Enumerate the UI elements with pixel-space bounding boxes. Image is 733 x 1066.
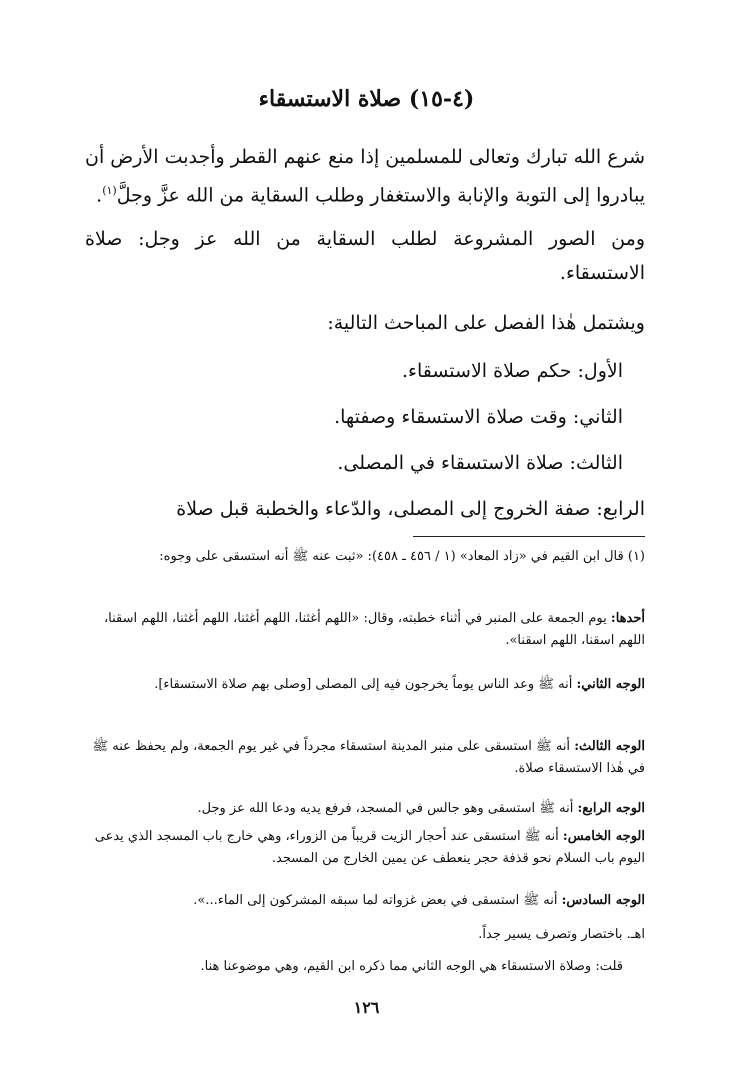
footnote-item-6 <box>85 890 645 912</box>
footnote-item-text: أنه ﷺ استسقى في بعض غزواته لما سبقه المشركون إلى الماء...». <box>193 893 562 908</box>
footnote-item-label: الوجه الثاني: <box>576 677 645 692</box>
footnote-item-label: الوجه السادس: <box>561 893 645 908</box>
section-title: (٤-١٥) صلاة الاستسقاء <box>258 86 475 112</box>
footnote-item-text: أنه ﷺ استسقى عند أحجار الزيت قريباً من الزوراء، وهي خارج باب المسجد الذي يدعى اليوم باب السلام نحو قذفة حجر ينعطف عن يمين الخارج من المسجد. <box>94 829 645 866</box>
topic-item-3: الثالث: صلاة الاستسقاء في المصلى. <box>337 452 623 474</box>
footnote-item-label: الوجه الثالث: <box>574 739 645 754</box>
footnote-note: قلت: وصلاة الاستسقاء هي الوجه الثاني مما ذكره ابن القيم، وهي موضوعنا هنا. <box>200 959 623 974</box>
footnote-intro: (١) قال ابن القيم في «زاد المعاد» (١ / ٤٥٦ ـ ٤٥٨): «ثبت عنه ﷺ أنه استسقى على وجوه: <box>159 549 645 564</box>
contents-paragraph: ويشتمل هٰذا الفصل على المباحث التالية: <box>327 312 645 334</box>
intro-paragraph: شرع الله تبارك وتعالى للمسلمين إذا منع عنهم القطر وأجدبت الأرض أن يبادروا إلى التوبة والإنابة والاستغفار وطلب السقاية من الله عزَّ وجلَّ$^{(١)}$. <box>85 146 645 207</box>
footnote-closing: اهـ. باختصار وتصرف يسير جداً. <box>478 927 645 942</box>
footnote-item-2 <box>85 674 645 696</box>
topic-item-4: الرابع: صفة الخروج إلى المصلى، والدّعاء والخطبة قبل صلاة <box>176 498 645 520</box>
footnote-item-text: يوم الجمعة على المنبر في أثناء خطبته، وقال: «اللهم أغثنا، اللهم أغثنا، اللهم أغثنا، اللهم اسقنا، اللهم اسقنا، اللهم اسقنا». <box>103 611 645 648</box>
footnote-item-text: أنه ﷺ وعد الناس يوماً يخرجون فيه إلى المصلى [وصلى بهم صلاة الاستسقاء]. <box>154 677 577 692</box>
footnote-item-label: أحدها: <box>610 611 645 626</box>
footnote-item-text: أنه ﷺ استسقى على منبر المدينة استسقاء مجرداً في غير يوم الجمعة، ولم يحفظ عنه ﷺ في هٰذا الاستسقاء صلاة. <box>92 739 645 776</box>
intro-text: شرع الله تبارك وتعالى للمسلمين إذا منع عنهم القطر وأجدبت الأرض أن يبادروا إلى التوبة والإنابة والاستغفار وطلب السقاية من الله عزَّ وجلَّ <box>85 146 645 207</box>
topic-item-1: الأول: حكم صلاة الاستسقاء. <box>401 360 623 382</box>
footnote-item-3 <box>85 736 645 780</box>
footnote-item-5 <box>85 826 645 870</box>
forms-paragraph: ومن الصور المشروعة لطلب السقاية من الله عز وجل: صلاة الاستسقاء. <box>85 228 645 284</box>
footnote-reference: (١) <box>102 184 117 197</box>
footnote-item-1 <box>85 608 645 652</box>
topic-item-2: الثاني: وقت صلاة الاستسقاء وصفتها. <box>334 406 623 428</box>
footnote-item-text: أنه ﷺ استسقى وهو جالس في المسجد، فرفع يديه ودعا الله عز وجل. <box>197 801 578 816</box>
footnote-divider <box>413 536 645 537</box>
page-number: ١٢٦ <box>353 998 380 1017</box>
footnote-item-label: الوجه الخامس: <box>562 829 645 844</box>
footnote-item-4 <box>85 798 645 820</box>
footnote-item-label: الوجه الرابع: <box>577 801 645 816</box>
